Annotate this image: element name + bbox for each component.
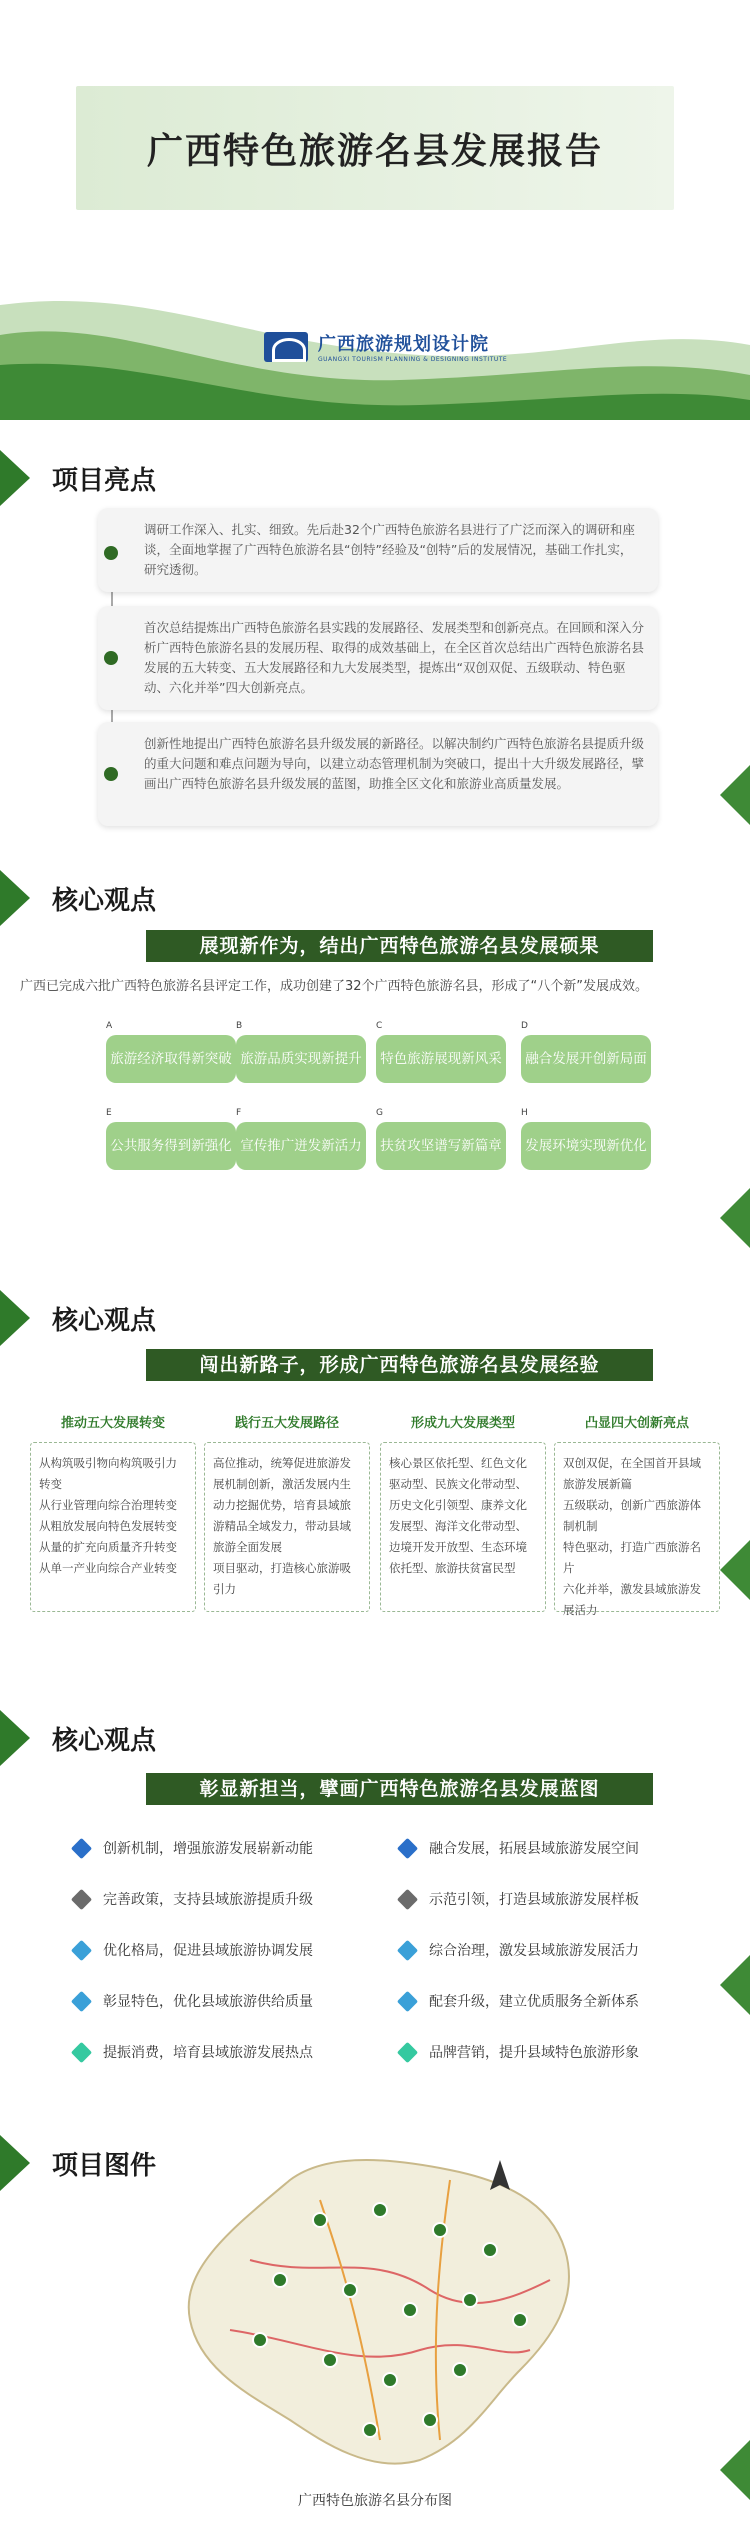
- section-triangle-icon: [0, 450, 30, 506]
- column-line: 从粗放发展向特色发展转变: [39, 1519, 177, 1533]
- logo-mark-icon: [264, 332, 308, 362]
- title-box: [76, 86, 674, 210]
- card-letter: G: [376, 1108, 383, 1118]
- diamond-icon: [71, 1888, 92, 1909]
- achievement-card: 旅游品质实现新提升: [236, 1035, 366, 1083]
- achievement-card: 宣传推广迸发新活力: [236, 1122, 366, 1170]
- column-line: 五级联动，创新广西旅游体制机制: [563, 1498, 701, 1533]
- blueprint-text: 示范引领，打造县域旅游发展样板: [429, 1892, 639, 1908]
- highlight-text-1: 调研工作深入、扎实、细致。先后赴32个广西特色旅游名县进行了广泛而深入的调研和座谈，全面地掌握了广西特色旅游名县“创特”经验及“创特”后的发展情况，基础工作扎实，研究透彻。: [144, 522, 635, 577]
- achievement-card: 融合发展开创新局面: [521, 1035, 651, 1083]
- card-letter: H: [521, 1108, 528, 1118]
- section-core2-header: [0, 1290, 420, 1346]
- diamond-icon: [397, 1939, 418, 1960]
- blueprint-item: [400, 1991, 639, 2011]
- column-line: 双创双促，在全国首开县域旅游发展新篇: [563, 1456, 701, 1491]
- blueprint-text: 品牌营销，提升县域特色旅游形象: [429, 2045, 639, 2061]
- column-line: 特色驱动，打造广西旅游名片: [563, 1540, 701, 1575]
- institute-logo: [264, 330, 507, 363]
- highlight-card-1: [98, 508, 658, 592]
- core1-intro: 广西已完成六批广西特色旅游名县评定工作，成功创建了32个广西特色旅游名县，形成了“八个新”发展成效。: [20, 979, 649, 994]
- column-box: [204, 1442, 370, 1612]
- column-heading: 形成九大发展类型: [410, 1416, 515, 1431]
- diamond-icon: [71, 1990, 92, 2011]
- column-line: 从量的扩充向质量齐升转变: [39, 1540, 177, 1554]
- blueprint-text: 综合治理，激发县域旅游发展活力: [429, 1943, 639, 1959]
- section-core1-header: [0, 870, 420, 926]
- blueprint-text: 彰显特色，优化县域旅游供给质量: [103, 1994, 313, 2010]
- section-title: 核心观点: [52, 1306, 157, 1336]
- section-triangle-icon: [0, 2135, 30, 2191]
- blueprint-item: [400, 2042, 639, 2062]
- blueprint-item: [74, 2042, 313, 2062]
- highlight-text-2: 首次总结提炼出广西特色旅游名县实践的发展路径、发展类型和创新亮点。在回顾和深入分析广西特色旅游名县的发展历程、取得的成效基础上，在全区首次总结出广西特色旅游名县发展的五大转变、五大发展路径和九大发展类型，提炼出“双创双促、五级联动、特色驱动、六化并举”四大创新亮点。: [144, 620, 645, 695]
- page-title: 广西特色旅游名县发展报告: [146, 130, 603, 172]
- blueprint-text: 创新机制，增强旅游发展崭新动能: [103, 1841, 313, 1857]
- section-title: 项目图件: [52, 2151, 157, 2181]
- card-letter: C: [376, 1021, 383, 1031]
- side-triangle-icon: [720, 1188, 750, 1248]
- column-line: 核心景区依托型、红色文化驱动型、民族文化带动型、历史文化引领型、康养文化发展型、海洋文化带动型、边境开发开放型、生态环境依托型、旅游扶贫富民型: [389, 1456, 527, 1575]
- blueprint-text: 优化格局，促进县域旅游协调发展: [103, 1943, 313, 1959]
- highlight-card-2: [98, 606, 658, 710]
- blueprint-item: [74, 1940, 313, 1960]
- column-line: 六化并举，激发县域旅游发展活力: [563, 1582, 701, 1617]
- column-line: 项目驱动，打造核心旅游吸引力: [213, 1561, 351, 1596]
- side-triangle-icon: [720, 765, 750, 825]
- column-box: [554, 1442, 720, 1617]
- column-heading: 践行五大发展路径: [234, 1416, 339, 1431]
- diamond-icon: [71, 2041, 92, 2062]
- section-title: 项目亮点: [52, 466, 157, 496]
- card-letter: F: [236, 1108, 242, 1118]
- achievement-card: 旅游经济取得新突破: [106, 1035, 236, 1083]
- blueprint-item: [400, 1940, 639, 1960]
- section-triangle-icon: [0, 1290, 30, 1346]
- highlight-card-3: [98, 722, 658, 826]
- column-box: [30, 1442, 196, 1612]
- card-letter: B: [236, 1021, 243, 1031]
- blueprint-item: [400, 1889, 639, 1909]
- blueprint-item: [74, 1889, 313, 1909]
- blueprint-text: 融合发展，拓展县域旅游发展空间: [429, 1841, 639, 1857]
- achievement-card: 公共服务得到新强化: [106, 1122, 236, 1170]
- map-caption: 广西特色旅游名县分布图: [298, 2493, 452, 2509]
- section-title: 核心观点: [52, 1726, 157, 1756]
- logo-subtitle: GUANGXI TOURISM PLANNING & DESIGNING INSTITUTE: [318, 356, 508, 363]
- blueprint-item: [74, 1991, 313, 2011]
- diamond-icon: [397, 1837, 418, 1858]
- achievement-card: 扶贫攻坚谱写新篇章: [376, 1122, 506, 1170]
- column-line: 从构筑吸引物向构筑吸引力转变: [39, 1456, 177, 1491]
- column-heading: 推动五大发展转变: [60, 1416, 165, 1431]
- section-triangle-icon: [0, 870, 30, 926]
- column-line: 高位推动，统筹促进旅游发展机制创新，激活发展内生动力挖掘优势，培育县域旅游精品全域发力，带动县域旅游全面发展: [213, 1456, 351, 1554]
- distribution-map-image: [170, 2140, 610, 2480]
- blueprint-text: 完善政策，支持县域旅游提质升级: [103, 1892, 313, 1908]
- diamond-icon: [397, 1888, 418, 1909]
- diamond-icon: [397, 1990, 418, 2011]
- core3-banner: 彰显新担当，擘画广西特色旅游名县发展蓝图: [146, 1773, 653, 1805]
- timeline-dot-2: [104, 651, 118, 665]
- column-heading: 凸显四大创新亮点: [584, 1416, 689, 1431]
- card-letter: E: [106, 1108, 112, 1118]
- section-triangle-icon: [0, 1710, 30, 1766]
- logo-name: 广西旅游规划设计院: [318, 334, 489, 355]
- core2-banner: 闯出新路子，形成广西特色旅游名县发展经验: [146, 1349, 653, 1381]
- achievement-card: 特色旅游展现新风采: [376, 1035, 506, 1083]
- highlight-text-3: 创新性地提出广西特色旅游名县升级发展的新路径。以解决制约广西特色旅游名县提质升级的重大问题和难点问题为导向，以建立动态管理机制为突破口，提出十大升级发展路径，擘画出广西特色旅游名县升级发展的蓝图，助推全区文化和旅游业高质量发展。: [144, 736, 645, 791]
- core1-banner: 展现新作为，结出广西特色旅游名县发展硕果: [146, 930, 653, 962]
- card-letter: D: [521, 1021, 528, 1031]
- blueprint-text: 提振消费，培育县域旅游发展热点: [103, 2045, 313, 2061]
- achievement-card: 发展环境实现新优化: [521, 1122, 651, 1170]
- column-line: 从行业管理向综合治理转变: [39, 1498, 177, 1512]
- side-triangle-icon: [720, 1955, 750, 2015]
- card-letter: A: [106, 1021, 113, 1031]
- column-box: [380, 1442, 546, 1612]
- timeline-dot-3: [104, 767, 118, 781]
- section-core3-header: [0, 1710, 420, 1766]
- side-triangle-icon: [720, 2440, 750, 2500]
- blueprint-item: [400, 1838, 639, 1858]
- blueprint-item: [74, 1838, 313, 1858]
- section-highlights-header: [0, 450, 420, 506]
- column-line: 从单一产业向综合产业转变: [39, 1561, 177, 1575]
- timeline-dot-1: [104, 546, 118, 560]
- diamond-icon: [71, 1837, 92, 1858]
- section-title: 核心观点: [52, 886, 157, 916]
- side-triangle-icon: [720, 1540, 750, 1600]
- diamond-icon: [71, 1939, 92, 1960]
- diamond-icon: [397, 2041, 418, 2062]
- blueprint-text: 配套升级，建立优质服务全新体系: [429, 1994, 639, 2010]
